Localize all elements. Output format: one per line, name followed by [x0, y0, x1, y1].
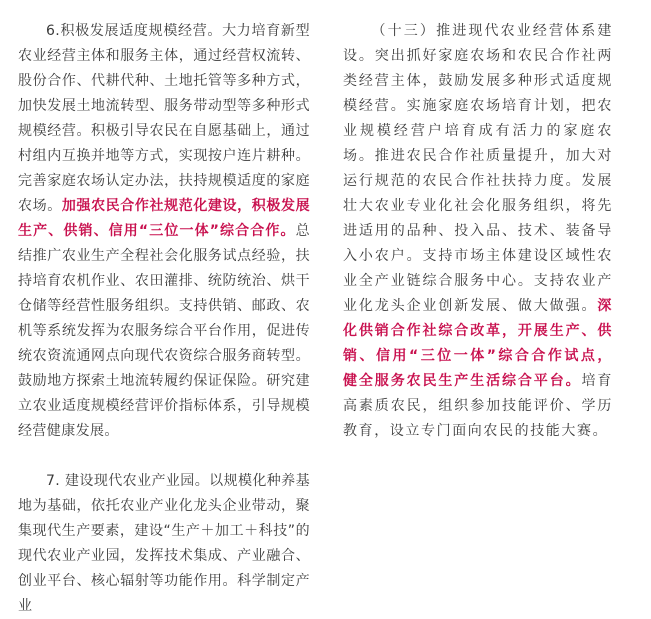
paragraph-industrial-park [18, 469, 310, 619]
highlighted-text: 加强农民合作社规范化建设，积极发展生产、供销、信用“三位一体”综合合作。 [18, 198, 310, 239]
left-column [18, 0, 310, 614]
paragraph-text: 培育高素质农民，组织参加技能评价、学历教育，设立专门面向农民的技能大赛。 [343, 373, 613, 439]
paragraph-text: （十三）推进现代农业经营体系建设。突出抓好家庭农场和农民合作社两类经营主体，鼓励发展多种形式适度规模经营。实施家庭农场培育计划，把农业规模经营户培育成有活力的家庭农场。推进农民合作社质量提升，加大对运行规范的农民合作社扶持力度。发展壮大农业专业化社会化服务组织，将先进适用的品种、投入品、技术、装备导入小农户。支持市场主体建设区域性农业全产业链综合服务中心。支持农业产业化龙头企业创新发展、做大做强。 [343, 23, 613, 314]
paragraph-management-system [343, 19, 613, 444]
highlighted-text: 深化供销合作社综合改革，开展生产、供销、信用“三位一体”综合合作试点，健全服务农民生产生活综合平台。 [343, 298, 613, 389]
paragraph-text: 7. 建设现代农业产业园。以规模化种养基地为基础，依托农业产业化龙头企业带动，聚集现代生产要素，建设“生产＋加工＋科技”的现代农业产业园，发挥技术集成、产业融合、创业平台、核心辐射等功能作用。科学制定产业 [18, 473, 310, 614]
paragraph-scale-operations [18, 19, 310, 444]
paragraph-text: 总结推广农业生产全程社会化服务试点经验，扶持培育农机作业、农田灌排、统防统治、烘干仓储等经营性服务组织。支持供销、邮政、农机等系统发挥为农服务综合平台作用，促进传统农资流通网点向现代农资综合服务商转型。鼓励地方探索土地流转履约保证保险。研究建立农业适度规模经营评价指标体系，引导规模经营健康发展。 [18, 223, 310, 439]
right-column [343, 0, 613, 547]
paragraph-text: 6.积极发展适度规模经营。大力培育新型农业经营主体和服务主体，通过经营权流转、股份合作、代耕代种、土地托管等多种方式，加快发展土地流转型、服务带动型等多种形式规模经营。积极引导农民在自愿基础上，通过村组内互换并地等方式，实现按户连片耕种。完善家庭农场认定办法，扶持规模适度的家庭农场。 [18, 23, 310, 214]
